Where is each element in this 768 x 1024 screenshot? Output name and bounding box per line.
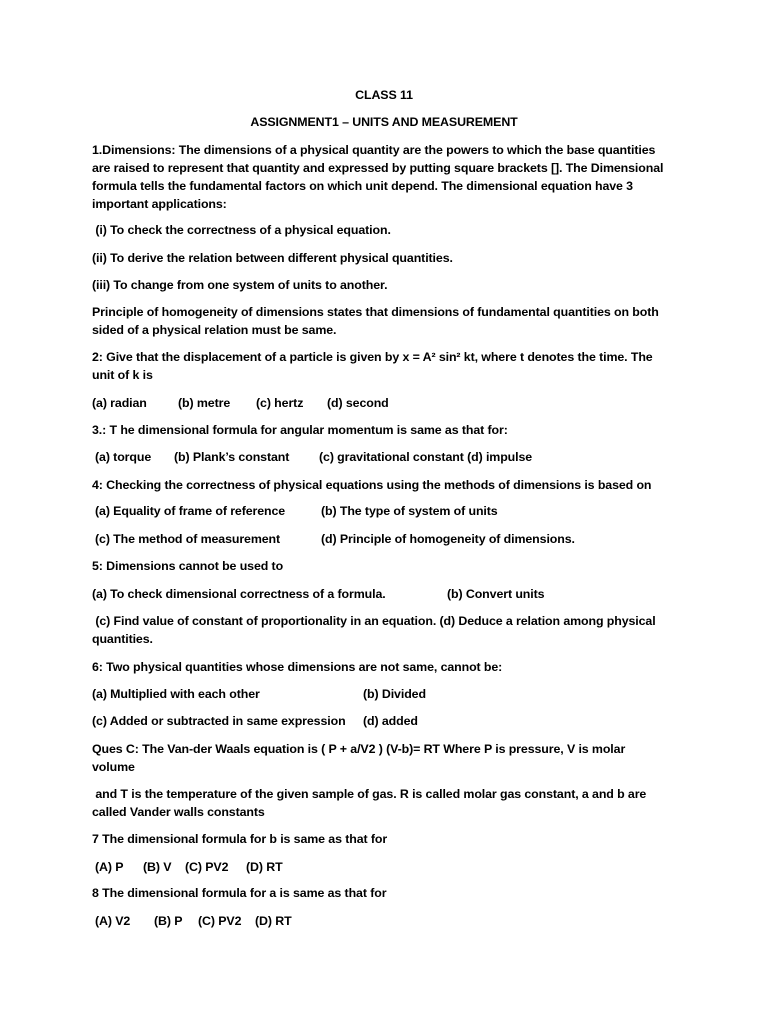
q4-option-c: (c) The method of measurement bbox=[95, 532, 281, 546]
q7-option-d: (D) RT bbox=[246, 860, 283, 874]
q7-option-a: (A) P bbox=[95, 860, 124, 874]
intro-line-3: formula tells the fundamental factors on which unit depend. The dimensional equation have 3 bbox=[92, 179, 633, 193]
quesc-line-4: called Vander walls constants bbox=[92, 805, 265, 819]
quesc-line-2: volume bbox=[92, 760, 135, 774]
q7-option-c: (C) PV2 bbox=[185, 860, 229, 874]
q5-option-cd-line-1: (c) Find value of constant of proportionality in an equation. (d) Deduce a relation among physical bbox=[92, 614, 656, 628]
principle-line-2: sided of a physical relation must be same. bbox=[92, 323, 337, 337]
q6-option-d: (d) added bbox=[363, 714, 418, 728]
quesc-line-1: Ques C: The Van-der Waals equation is ( P + a/V2 ) (V-b)= RT Where P is pressure, V is molar bbox=[92, 742, 626, 756]
q4-option-d: (d) Principle of homogeneity of dimensions. bbox=[321, 532, 575, 546]
q5-line-1: 5: Dimensions cannot be used to bbox=[92, 559, 284, 573]
q2-line-1: 2: Give that the displacement of a particle is given by x = A² sin² kt, where t denotes the time. The bbox=[92, 350, 653, 364]
q5-option-cd-line-2: quantities. bbox=[92, 632, 153, 646]
q3-option-cd: (c) gravitational constant (d) impulse bbox=[319, 450, 533, 464]
q4-line-1: 4: Checking the correctness of physical equations using the methods of dimensions is based on bbox=[92, 478, 652, 492]
q8-option-d: (D) RT bbox=[255, 914, 292, 928]
q3-line-1: 3.: T he dimensional formula for angular momentum is same as that for: bbox=[92, 423, 508, 437]
q4-option-a: (a) Equality of frame of reference bbox=[95, 504, 286, 518]
application-3: (iii) To change from one system of units to another. bbox=[92, 278, 388, 292]
q3-option-b: (b) Plank’s constant bbox=[174, 450, 290, 464]
q6-option-c: (c) Added or subtracted in same expression bbox=[92, 714, 346, 728]
q6-option-a: (a) Multiplied with each other bbox=[92, 687, 260, 701]
q8-option-c: (C) PV2 bbox=[198, 914, 242, 928]
q2-option-c: (c) hertz bbox=[256, 396, 304, 410]
q7-option-b: (B) V bbox=[143, 860, 172, 874]
intro-line-1: 1.Dimensions: The dimensions of a physical quantity are the powers to which the base quantities bbox=[92, 143, 656, 157]
q5-option-a: (a) To check dimensional correctness of a formula. bbox=[92, 587, 386, 601]
q8-option-a: (A) V2 bbox=[95, 914, 131, 928]
assignment-title: ASSIGNMENT1 – UNITS AND MEASUREMENT bbox=[250, 115, 518, 129]
q7-line-1: 7 The dimensional formula for b is same as that for bbox=[92, 832, 388, 846]
intro-line-4: important applications: bbox=[92, 197, 227, 211]
q2-option-d: (d) second bbox=[327, 396, 389, 410]
q4-option-b: (b) The type of system of units bbox=[321, 504, 498, 518]
principle-line-1: Principle of homogeneity of dimensions states that dimensions of fundamental quantities on both bbox=[92, 305, 659, 319]
intro-line-2: are raised to represent that quantity and expressed by putting square brackets []. The Dimensional bbox=[92, 161, 664, 175]
class-title: CLASS 11 bbox=[355, 88, 413, 102]
q8-line-1: 8 The dimensional formula for a is same as that for bbox=[92, 886, 387, 900]
q5-option-b: (b) Convert units bbox=[447, 587, 545, 601]
q8-option-b: (B) P bbox=[154, 914, 183, 928]
application-1: (i) To check the correctness of a physical equation. bbox=[92, 223, 391, 237]
q2-line-2: unit of k is bbox=[92, 368, 153, 382]
q3-option-a: (a) torque bbox=[95, 450, 152, 464]
q6-line-1: 6: Two physical quantities whose dimensions are not same, cannot be: bbox=[92, 660, 503, 674]
q2-option-b: (b) metre bbox=[178, 396, 231, 410]
quesc-line-3: and T is the temperature of the given sample of gas. R is called molar gas constant, a and b are bbox=[92, 787, 647, 801]
q6-option-b: (b) Divided bbox=[363, 687, 426, 701]
q2-option-a: (a) radian bbox=[92, 396, 147, 410]
application-2: (ii) To derive the relation between different physical quantities. bbox=[92, 251, 453, 265]
